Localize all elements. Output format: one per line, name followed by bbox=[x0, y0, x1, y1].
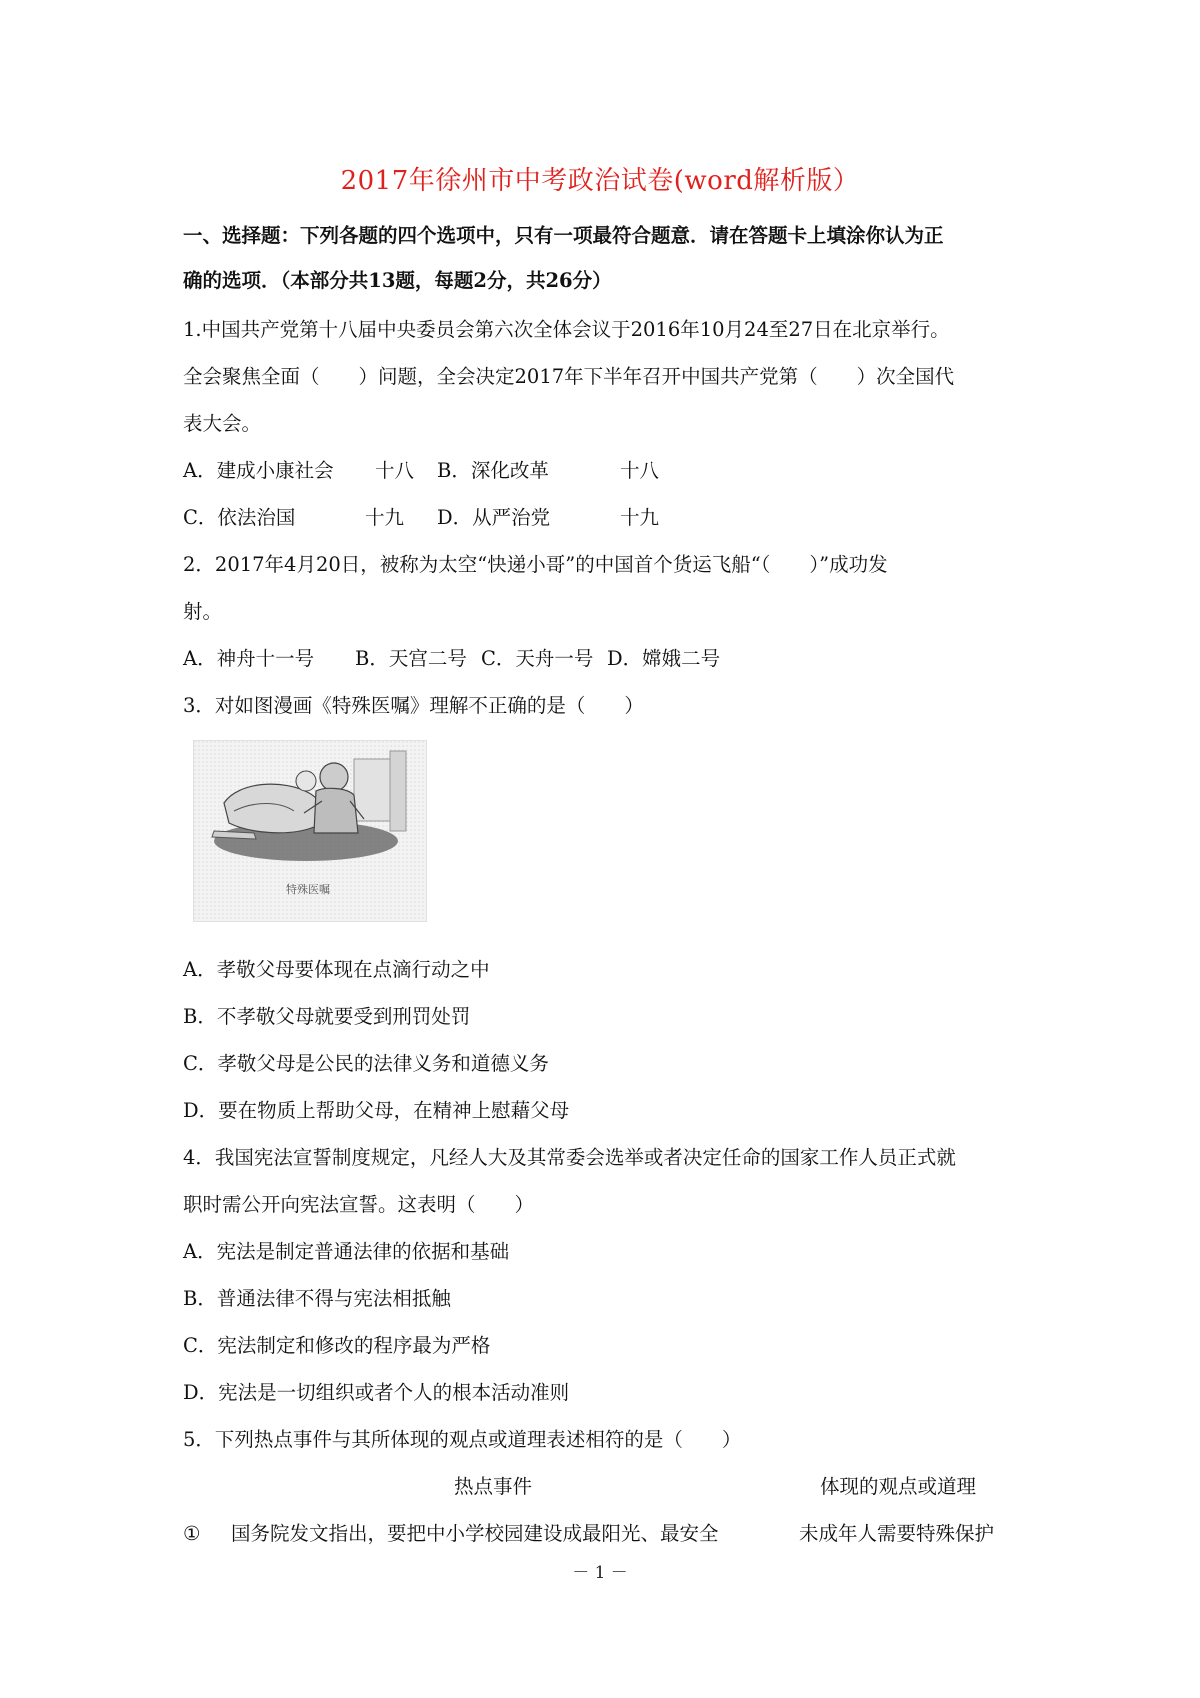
question-3-option-c: C．孝敬父母是公民的法律义务和道德义务 bbox=[183, 1052, 549, 1075]
question-1-line-1: 1.中国共产党第十八届中央委员会第六次全体会议于2016年10月24至27日在北京举行。 bbox=[183, 318, 950, 341]
question-2-option-a: A．神舟十一号 bbox=[183, 647, 315, 670]
question-1-line-3: 表大会。 bbox=[183, 412, 262, 435]
question-1-option-c: C．依法治国 bbox=[183, 506, 296, 529]
question-4-line-1: 4．我国宪法宣誓制度规定，凡经人大及其常委会选举或者决定任命的国家工作人员正式就 bbox=[183, 1146, 956, 1169]
cartoon-caption: 特殊医嘱 bbox=[286, 883, 330, 896]
table-header-event: 热点事件 bbox=[454, 1475, 533, 1498]
question-1-option-a-extra: 十八 bbox=[375, 459, 415, 482]
page-number: － 1 － bbox=[572, 1563, 628, 1583]
table-row-1-number: ① bbox=[183, 1522, 201, 1545]
question-1-option-d: D．从严治党 bbox=[437, 506, 551, 529]
question-1-option-b: B．深化改革 bbox=[437, 459, 549, 482]
cartoon-image bbox=[193, 740, 427, 922]
document-title: 2017年徐州市中考政治试卷(word解析版） bbox=[340, 166, 860, 196]
question-4-option-d: D．宪法是一切组织或者个人的根本活动准则 bbox=[183, 1381, 570, 1404]
question-1-option-c-extra: 十九 bbox=[365, 506, 405, 529]
table-header-view: 体现的观点或道理 bbox=[820, 1475, 977, 1498]
question-5-line-1: 5．下列热点事件与其所体现的观点或道理表述相符的是（ ） bbox=[183, 1428, 742, 1451]
question-2-option-c: C．天舟一号 bbox=[481, 647, 594, 670]
question-2-option-d: D．嫦娥二号 bbox=[607, 647, 721, 670]
question-4-line-2: 职时需公开向宪法宣誓。这表明（ ） bbox=[183, 1193, 535, 1216]
table-row-1-view: 未成年人需要特殊保护 bbox=[799, 1522, 995, 1545]
question-3-option-a: A．孝敬父母要体现在点滴行动之中 bbox=[183, 958, 490, 981]
question-4-option-a: A．宪法是制定普通法律的依据和基础 bbox=[183, 1240, 510, 1263]
question-2-line-1: 2．2017年4月20日，被称为太空“快递小哥”的中国首个货运飞船“（ ）”成功发 bbox=[183, 553, 888, 576]
question-2-option-b: B．天宫二号 bbox=[355, 647, 467, 670]
section-heading-line-2: 确的选项．（本部分共13题，每题2分，共26分） bbox=[183, 269, 612, 292]
question-1-option-d-extra: 十九 bbox=[620, 506, 660, 529]
question-4-option-b: B．普通法律不得与宪法相抵触 bbox=[183, 1287, 451, 1310]
question-1-option-b-extra: 十八 bbox=[620, 459, 660, 482]
cartoon-illustration bbox=[194, 741, 426, 921]
section-heading-line-1: 一、选择题：下列各题的四个选项中，只有一项最符合题意．请在答题卡上填涂你认为正 bbox=[183, 224, 944, 247]
question-4-option-c: C．宪法制定和修改的程序最为严格 bbox=[183, 1334, 491, 1357]
question-3-option-b: B．不孝敬父母就要受到刑罚处罚 bbox=[183, 1005, 471, 1028]
question-1-option-a: A．建成小康社会 bbox=[183, 459, 334, 482]
question-3-line-1: 3．对如图漫画《特殊医嘱》理解不正确的是（ ） bbox=[183, 694, 644, 717]
question-1-line-2: 全会聚焦全面（ ）问题，全会决定2017年下半年召开中国共产党第（ ）次全国代 bbox=[183, 365, 955, 388]
question-2-line-2: 射。 bbox=[183, 600, 223, 623]
question-3-option-d: D．要在物质上帮助父母，在精神上慰藉父母 bbox=[183, 1099, 570, 1122]
table-row-1-event: 国务院发文指出，要把中小学校园建设成最阳光、最安全 bbox=[231, 1522, 719, 1545]
